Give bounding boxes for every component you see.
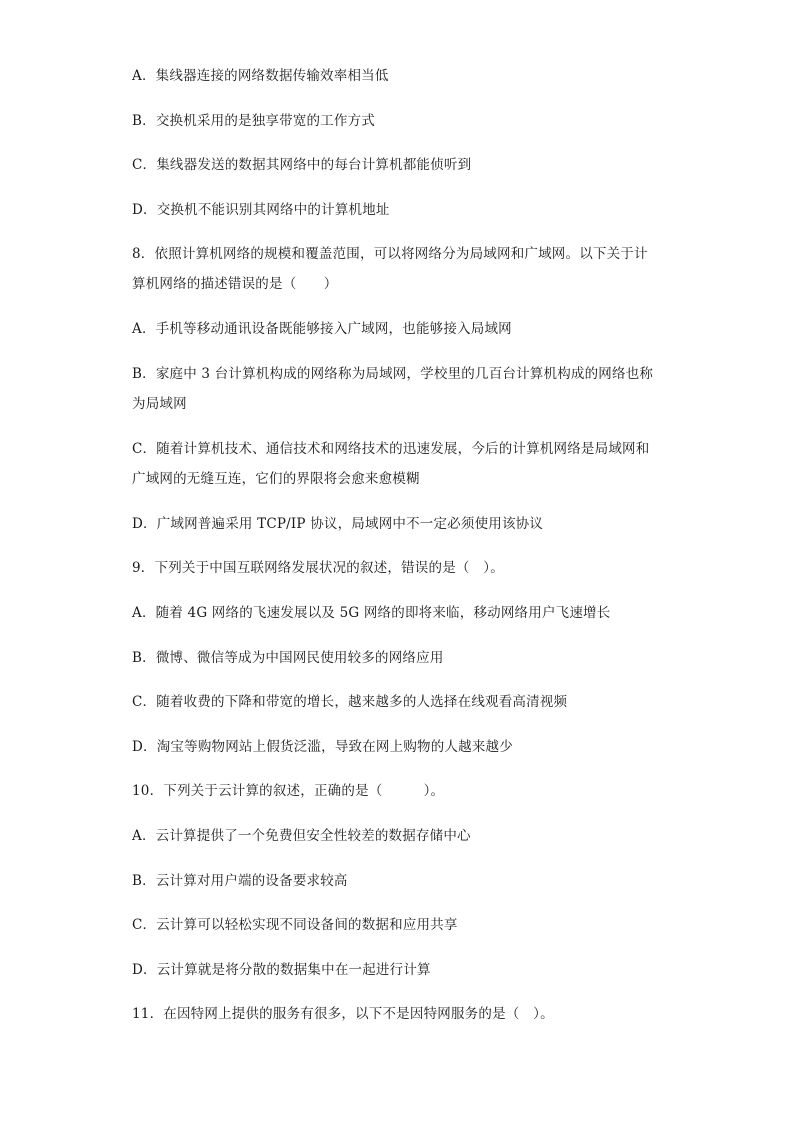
option-a-q10: A．云计算提供了一个免费但安全性较差的数据存储中心 <box>132 828 471 844</box>
option-a-q9: A．随着 4G 网络的飞速发展以及 5G 网络的即将来临，移动网络用户飞速增长 <box>132 605 611 621</box>
question-10: 10．下列关于云计算的叙述，正确的是（ ）。 <box>132 783 445 799</box>
option-c-q9: C．随着收费的下降和带宽的增长，越来越多的人选择在线观看高清视频 <box>132 694 568 710</box>
question-8-line-2: 算机网络的描述错误的是（ ） <box>132 276 338 292</box>
option-b-q7: B．交换机采用的是独享带宽的工作方式 <box>132 113 376 129</box>
option-b-q9: B．微博、微信等成为中国网民使用较多的网络应用 <box>132 650 444 666</box>
option-a-q7: A．集线器连接的网络数据传输效率相当低 <box>132 68 389 84</box>
option-a-q8: A．手机等移动通讯设备既能够接入广域网，也能够接入局域网 <box>132 321 512 337</box>
option-d-q9: D．淘宝等购物网站上假货泛滥，导致在网上购物的人越来越少 <box>132 739 513 755</box>
option-d-q7: D．交换机不能识别其网络中的计算机地址 <box>132 202 390 218</box>
question-9: 9．下列关于中国互联网络发展状况的叙述，错误的是（ ）。 <box>132 560 504 576</box>
option-b-q8-line-2: 为局域网 <box>132 396 187 412</box>
option-c-q10: C．云计算可以轻松实现不同设备间的数据和应用共享 <box>132 917 458 933</box>
question-11: 11．在因特网上提供的服务有很多，以下不是因特网服务的是（ ）。 <box>132 1006 554 1022</box>
option-b-q8-line-1: B．家庭中 3 台计算机构成的网络称为局域网，学校里的几百台计算机构成的网络也称 <box>132 366 654 382</box>
option-d-q10: D．云计算就是将分散的数据集中在一起进行计算 <box>132 962 431 978</box>
option-c-q7: C．集线器发送的数据其网络中的每台计算机都能侦听到 <box>132 157 472 173</box>
question-8-line-1: 8．依照计算机网络的规模和覆盖范围，可以将网络分为局域网和广域网。以下关于计 <box>132 246 648 262</box>
option-c-q8-line-2: 广域网的无缝互连，它们的界限将会愈来愈模糊 <box>132 471 420 487</box>
option-c-q8-line-1: C．随着计算机技术、通信技术和网络技术的迅速发展，今后的计算机网络是局域网和 <box>132 441 650 457</box>
option-b-q10: B．云计算对用户端的设备要求较高 <box>132 873 348 889</box>
option-d-q8: D．广域网普遍采用 TCP/IP 协议，局域网中不一定必须使用该协议 <box>132 516 544 532</box>
